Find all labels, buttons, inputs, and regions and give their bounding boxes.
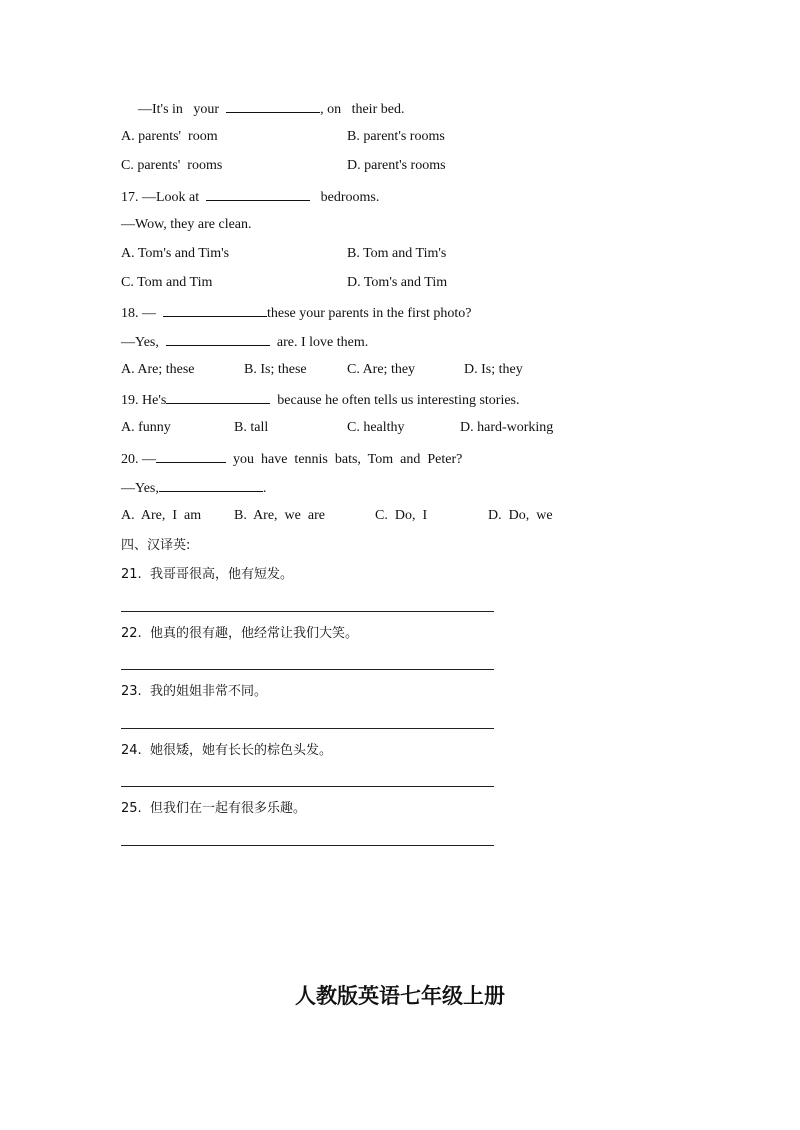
answer-line-22[interactable] [121, 669, 494, 670]
q19-option-a[interactable]: A. funny [121, 420, 171, 435]
q18-option-c[interactable]: C. Are; they [347, 362, 416, 377]
q20-reply-suffix: . [262, 481, 267, 496]
q18-reply [121, 332, 368, 352]
q19-stem-prefix: 19. He's [121, 393, 167, 408]
q19-stem [121, 390, 520, 410]
q20-option-b[interactable]: B. Are, we are [234, 508, 325, 523]
q20-stem-suffix: you have tennis bats, Tom and Peter? [233, 452, 463, 467]
q20-reply-prefix: —Yes, [121, 481, 159, 496]
answer-line-23[interactable] [121, 728, 494, 729]
section4-item-23: 23. 我的姐姐非常不同。 [121, 684, 267, 699]
section4-item-24: 24. 她很矮，她有长长的棕色头发。 [121, 743, 332, 758]
q20-reply [121, 478, 266, 498]
q18-stem [121, 303, 472, 323]
q20-stem-prefix: 20. — [121, 452, 156, 467]
q18-option-a[interactable]: A. Are; these [121, 362, 195, 377]
q18-stem-suffix: these your parents in the first photo? [267, 306, 472, 321]
q16-option-d[interactable]: D. parent's rooms [347, 158, 446, 173]
q18-reply-prefix: —Yes, [121, 335, 159, 350]
q17-blank[interactable] [206, 187, 310, 201]
q20-stem [121, 449, 462, 469]
q17-option-c[interactable]: C. Tom and Tim [121, 275, 213, 290]
section4-heading: 四、汉译英: [121, 538, 191, 553]
q19-option-b[interactable]: B. tall [234, 420, 269, 435]
q16-answer-line [138, 99, 404, 119]
q17-option-d[interactable]: D. Tom's and Tim [347, 275, 448, 290]
q20-blank-2[interactable] [159, 478, 263, 492]
page-footer-title: 人教版英语七年级上册 [295, 984, 505, 1008]
answer-line-24[interactable] [121, 786, 494, 787]
q18-blank-1[interactable] [163, 303, 267, 317]
q18-blank-2[interactable] [166, 332, 270, 346]
q18-option-d[interactable]: D. Is; they [464, 362, 523, 377]
q19-option-c[interactable]: C. healthy [347, 420, 405, 435]
q17-stem-suffix: bedrooms. [320, 190, 380, 205]
section4-item-21: 21. 我哥哥很高，他有短发。 [121, 567, 293, 582]
q19-blank[interactable] [166, 390, 270, 404]
q20-option-c[interactable]: C. Do, I [375, 508, 428, 523]
q17-stem-prefix: 17. —Look at [121, 190, 200, 205]
section4-item-25: 25. 但我们在一起有很多乐趣。 [121, 801, 306, 816]
q19-option-d[interactable]: D. hard-working [460, 420, 554, 435]
q16-option-b[interactable]: B. parent's rooms [347, 129, 445, 144]
q16-answer-prefix: —It's in your [138, 102, 220, 117]
q20-option-a[interactable]: A. Are, I am [121, 508, 202, 523]
q18-stem-prefix: 18. — [121, 306, 156, 321]
q16-blank[interactable] [226, 99, 320, 113]
q18-option-b[interactable]: B. Is; these [244, 362, 307, 377]
answer-line-25[interactable] [121, 845, 494, 846]
q17-option-b[interactable]: B. Tom and Tim's [347, 246, 447, 261]
q16-option-c[interactable]: C. parents' rooms [121, 158, 223, 173]
q20-option-d[interactable]: D. Do, we [488, 508, 553, 523]
q16-answer-suffix: , on their bed. [320, 102, 405, 117]
answer-line-21[interactable] [121, 611, 494, 612]
q17-reply: —Wow, they are clean. [121, 217, 252, 232]
q16-option-a[interactable]: A. parents' room [121, 129, 218, 144]
q20-blank-1[interactable] [156, 449, 226, 463]
q18-reply-suffix: are. I love them. [276, 335, 369, 350]
q17-stem [121, 187, 379, 207]
q19-stem-suffix: because he often tells us interesting stories. [277, 393, 520, 408]
q17-option-a[interactable]: A. Tom's and Tim's [121, 246, 230, 261]
section4-item-22: 22. 他真的很有趣，他经常让我们大笑。 [121, 626, 358, 641]
